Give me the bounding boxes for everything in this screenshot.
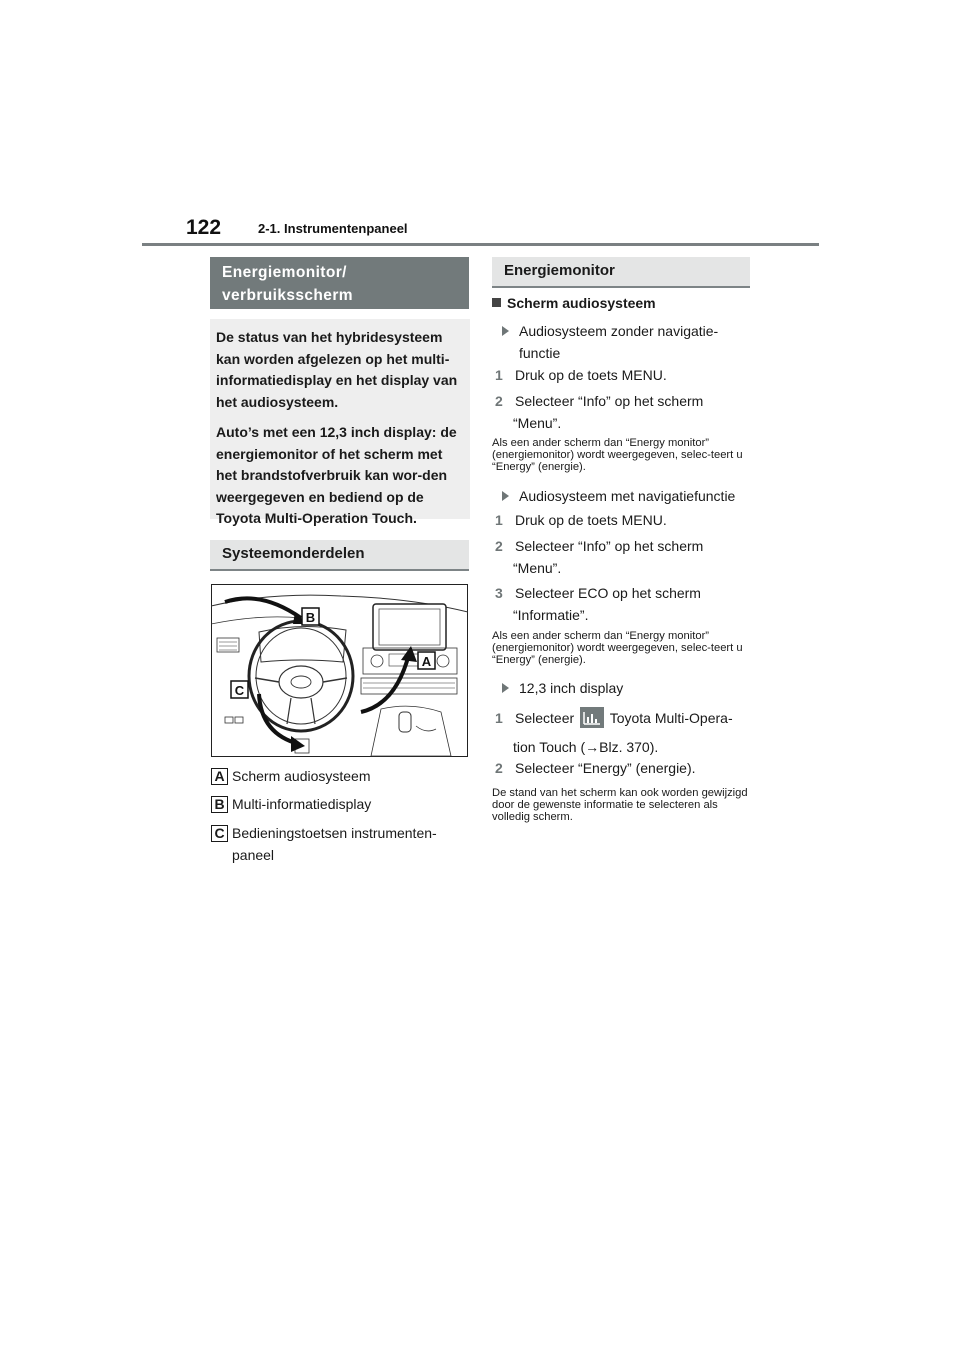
- step-no-nav-1: [492, 364, 754, 386]
- section-heading-energy-consumption: [210, 257, 469, 309]
- step-number: 2: [495, 538, 503, 554]
- legend-text-c: Bedieningstoetsen instrumenten-: [232, 825, 437, 841]
- step-text: Selecteer “Info” op het scherm: [515, 393, 704, 409]
- legend-text-c-wrap: [232, 822, 437, 866]
- step-number: 1: [495, 512, 503, 528]
- step-no-nav-2: [492, 390, 754, 434]
- note-12-inch: De stand van het scherm kan ook worden gewijzigd door de gewenste informatie te selecteren als volledig scherm.: [492, 787, 748, 823]
- section-title: 2-1. Instrumentenpaneel: [258, 221, 408, 236]
- option-with-nav-label: Audiosysteem met navigatiefunctie: [519, 488, 736, 504]
- header-divider: [142, 243, 819, 246]
- step-text-2: “Menu”.: [513, 560, 562, 576]
- dashboard-illustration: [211, 584, 468, 757]
- step-number: 1: [495, 367, 503, 383]
- note-with-nav: Als een ander scherm dan “Energy monitor” (energiemonitor) wordt weergegeven, selec-teert u “Energy” (energie).: [492, 630, 743, 666]
- legend-key-a: A: [211, 768, 228, 785]
- legend-text-a: Scherm audiosysteem: [232, 768, 371, 784]
- intro-paragraph-2: Auto’s met een 12,3 inch display: de energiemonitor of het scherm met het brandstofverbruik kan wor-den weergegeven en bediend op de Toyota Multi-Operation Touch.: [216, 424, 457, 526]
- step-text: Selecteer “Info” op het scherm: [515, 538, 704, 554]
- legend-key-b: B: [211, 796, 228, 813]
- triangle-bullet-icon: [502, 491, 509, 501]
- option-12-inch-display: [492, 677, 754, 699]
- step-text: Selecteer “Energy” (energie).: [515, 760, 696, 776]
- option-no-navigation: [492, 320, 754, 364]
- callout-b: B: [305, 610, 316, 625]
- step-text-2: tion Touch (→Blz. 370).: [513, 739, 659, 755]
- section-heading-energy-monitor: Energiemonitor: [492, 257, 750, 288]
- option-with-navigation: [492, 485, 754, 507]
- step-text: Selecteer: [515, 710, 575, 726]
- step-with-nav-1: [492, 509, 754, 531]
- step-text: Druk op de toets MENU.: [515, 367, 667, 383]
- step-text: Selecteer ECO op het scherm: [515, 585, 701, 601]
- step-with-nav-3: [492, 582, 754, 626]
- page-number: 122: [186, 216, 222, 239]
- step-12-inch-2: [492, 757, 754, 779]
- legend-item-a: [211, 768, 371, 787]
- heading-line-2: verbruiksscherm: [222, 287, 353, 304]
- intro-paragraph-1: De status van het hybridesysteem kan worden afgelezen op het multi-informatiedisplay en het display van het audiosysteem.: [216, 329, 458, 410]
- legend-text-c-2: paneel: [232, 847, 275, 863]
- callout-c: C: [234, 683, 245, 698]
- triangle-bullet-icon: [502, 326, 509, 336]
- legend-item-b: [211, 796, 371, 815]
- square-bullet-icon: [492, 298, 501, 307]
- intro-box: [210, 319, 470, 526]
- sub-heading-text: Scherm audiosysteem: [507, 295, 656, 311]
- step-number: 1: [495, 710, 503, 726]
- step-text-2: “Menu”.: [513, 415, 562, 431]
- triangle-bullet-icon: [502, 683, 509, 693]
- step-number: 3: [495, 585, 503, 601]
- step-number: 2: [495, 760, 503, 776]
- callout-a: A: [421, 654, 432, 669]
- legend-text-b: Multi-informatiedisplay: [232, 796, 372, 812]
- option-no-nav-label: Audiosysteem zonder navigatie-: [519, 323, 719, 339]
- legend-key-c: C: [211, 825, 228, 842]
- heading-line-1: Energiemonitor/: [222, 264, 347, 281]
- dashboard-drawing: [211, 584, 468, 757]
- bar-chart-icon: [580, 707, 604, 728]
- step-text: Druk op de toets MENU.: [515, 512, 667, 528]
- legend-item-c: [211, 825, 437, 866]
- step-number: 2: [495, 393, 503, 409]
- step-text-post: Toyota Multi-Opera-: [609, 710, 733, 726]
- step-with-nav-2: [492, 535, 754, 579]
- sub-heading-audio-screen: [492, 292, 754, 314]
- option-no-nav-label-2: functie: [519, 345, 561, 361]
- step-text-2: “Informatie”.: [513, 607, 589, 623]
- option-12-inch-label: 12,3 inch display: [519, 680, 624, 696]
- note-no-nav: Als een ander scherm dan “Energy monitor” (energiemonitor) wordt weergegeven, selec-teert u “Energy” (energie).: [492, 437, 743, 473]
- section-heading-components: Systeemonderdelen: [210, 540, 469, 571]
